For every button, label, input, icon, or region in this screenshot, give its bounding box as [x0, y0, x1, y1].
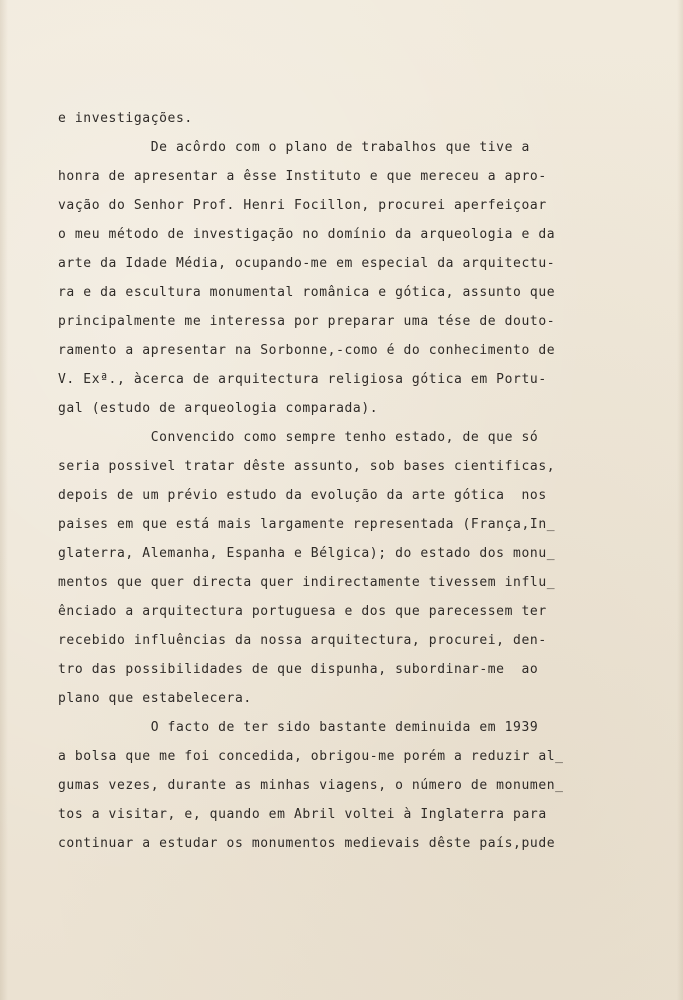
text-line: depois de um prévio estudo da evolução da arte gótica nos [58, 488, 547, 503]
text-line: tro das possibilidades de que dispunha, subordinar-me ao [58, 662, 539, 677]
text-line: o meu método de investigação no domínio da arqueologia e da [58, 227, 556, 242]
text-line: ramento a apresentar na Sorbonne,-como é do conhecimento de [58, 343, 556, 358]
text-line: ênciado a arquitectura portuguesa e dos que parecessem ter [58, 604, 547, 619]
text-line: gal (estudo de arqueologia comparada). [58, 401, 379, 416]
text-line: honra de apresentar a êsse Instituto e que mereceu a apro- [58, 169, 547, 184]
typewritten-text [58, 104, 618, 858]
text-line: V. Exª., àcerca de arquitectura religiosa gótica em Portu- [58, 372, 547, 387]
text-line: recebido influências da nossa arquitectura, procurei, den- [58, 633, 547, 648]
text-line: continuar a estudar os monumentos medievais dêste país,pude [58, 836, 556, 851]
text-line: gumas vezes, durante as minhas viagens, o número de monumen_ [58, 778, 564, 793]
text-line: seria possivel tratar dêste assunto, sob bases cientificas, [58, 459, 556, 474]
text-line: ra e da escultura monumental românica e gótica, assunto que [58, 285, 556, 300]
text-line: vação do Senhor Prof. Henri Focillon, procurei aperfeiçoar [58, 198, 547, 213]
text-line: paises em que está mais largamente representada (França,In_ [58, 517, 556, 532]
text-line: Convencido como sempre tenho estado, de que só [58, 430, 539, 445]
text-line: tos a visitar, e, quando em Abril voltei à Inglaterra para [58, 807, 547, 822]
text-line: plano que estabelecera. [58, 691, 252, 706]
page-edge-shadow-right [677, 0, 683, 1000]
text-line: a bolsa que me foi concedida, obrigou-me porém a reduzir al_ [58, 749, 564, 764]
text-line: glaterra, Alemanha, Espanha e Bélgica); do estado dos monu_ [58, 546, 556, 561]
text-line: arte da Idade Média, ocupando-me em especial da arquitectu- [58, 256, 556, 271]
text-line: De acôrdo com o plano de trabalhos que tive a [58, 140, 530, 155]
text-line: O facto de ter sido bastante deminuida em 1939 [58, 720, 539, 735]
text-line: mentos que quer directa quer indirectamente tivessem influ_ [58, 575, 556, 590]
text-line: e investigações. [58, 111, 193, 126]
page-edge-shadow-left [0, 0, 8, 1000]
text-line: principalmente me interessa por preparar uma tése de douto- [58, 314, 556, 329]
